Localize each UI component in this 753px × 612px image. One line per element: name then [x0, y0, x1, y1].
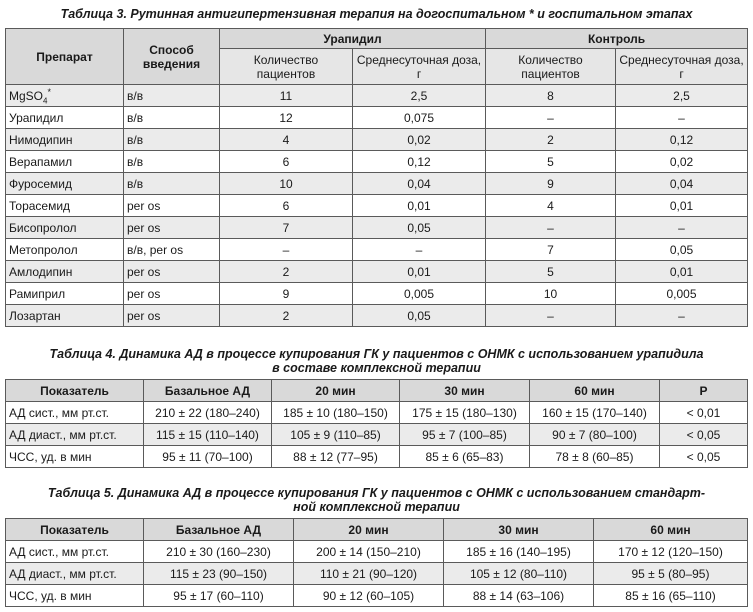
table-row: [6, 402, 748, 424]
route-cell: per os: [124, 283, 220, 305]
table3: [5, 28, 748, 327]
header-count-urapidil: Количество пациентов: [220, 49, 353, 85]
drug-cell: Амлодипин: [6, 261, 124, 283]
table-row: [6, 239, 748, 261]
indicator-cell: ЧСС, уд. в мин: [6, 585, 144, 607]
value-cell: 170 ± 12 (120–150): [594, 541, 748, 563]
indicator-cell: АД диаст., мм рт.ст.: [6, 563, 144, 585]
control-dose-cell: 0,02: [616, 151, 748, 173]
value-cell: 95 ± 17 (60–110): [144, 585, 294, 607]
header-drug: Препарат: [6, 29, 124, 85]
urapidil-count-cell: 2: [220, 261, 353, 283]
control-dose-cell: 0,005: [616, 283, 748, 305]
urapidil-dose-cell: 0,05: [353, 217, 486, 239]
value-cell: 115 ± 23 (90–150): [144, 563, 294, 585]
table5-caption-line2: ной комплексной терапии: [293, 500, 460, 514]
drug-cell: Урапидил: [6, 107, 124, 129]
table-row: [6, 563, 748, 585]
value-cell: 88 ± 14 (63–106): [444, 585, 594, 607]
value-cell: 85 ± 16 (65–110): [594, 585, 748, 607]
table-row: [6, 446, 748, 468]
column-header: Показатель: [6, 380, 144, 402]
table-row: [6, 305, 748, 327]
urapidil-dose-cell: 2,5: [353, 85, 486, 107]
table-row: [6, 217, 748, 239]
control-dose-cell: –: [616, 305, 748, 327]
value-cell: 95 ± 7 (100–85): [400, 424, 530, 446]
value-cell: 105 ± 9 (110–85): [272, 424, 400, 446]
table-row: [6, 195, 748, 217]
table-row: [6, 85, 748, 107]
control-dose-cell: 2,5: [616, 85, 748, 107]
control-count-cell: –: [486, 217, 616, 239]
drug-cell: Верапамил: [6, 151, 124, 173]
drug-cell: Бисопролол: [6, 217, 124, 239]
indicator-cell: ЧСС, уд. в мин: [6, 446, 144, 468]
control-dose-cell: 0,01: [616, 261, 748, 283]
column-header: 30 мин: [400, 380, 530, 402]
control-dose-cell: 0,12: [616, 129, 748, 151]
route-cell: per os: [124, 217, 220, 239]
urapidil-count-cell: 12: [220, 107, 353, 129]
table-row: [6, 541, 748, 563]
route-cell: в/в: [124, 173, 220, 195]
route-cell: в/в: [124, 85, 220, 107]
table5: [5, 518, 748, 607]
table-row: [6, 107, 748, 129]
control-count-cell: 2: [486, 129, 616, 151]
table-row: [6, 585, 748, 607]
header-dose-urapidil: Среднесуточная доза, г: [353, 49, 486, 85]
control-dose-cell: –: [616, 217, 748, 239]
drug-name: MgSO: [9, 88, 44, 103]
header-group-urapidil: Урапидил: [220, 29, 486, 49]
control-count-cell: –: [486, 305, 616, 327]
header-dose-control: Среднесуточная доза, г: [616, 49, 748, 85]
column-header: 60 мин: [530, 380, 660, 402]
urapidil-dose-cell: 0,075: [353, 107, 486, 129]
value-cell: 95 ± 5 (80–95): [594, 563, 748, 585]
control-count-cell: 10: [486, 283, 616, 305]
urapidil-dose-cell: 0,05: [353, 305, 486, 327]
column-header: 60 мин: [594, 519, 748, 541]
value-cell: 185 ± 16 (140–195): [444, 541, 594, 563]
urapidil-dose-cell: 0,01: [353, 195, 486, 217]
urapidil-count-cell: 2: [220, 305, 353, 327]
route-cell: в/в, per os: [124, 239, 220, 261]
header-group-control: Контроль: [486, 29, 748, 49]
control-dose-cell: 0,04: [616, 173, 748, 195]
column-header: Базальное АД: [144, 380, 272, 402]
value-cell: 210 ± 30 (160–230): [144, 541, 294, 563]
route-cell: per os: [124, 195, 220, 217]
urapidil-count-cell: 11: [220, 85, 353, 107]
route-cell: в/в: [124, 151, 220, 173]
control-count-cell: 7: [486, 239, 616, 261]
route-cell: в/в: [124, 107, 220, 129]
value-cell: 105 ± 12 (80–110): [444, 563, 594, 585]
urapidil-dose-cell: 0,005: [353, 283, 486, 305]
table4-caption-line2: в составе комплексной терапии: [272, 361, 481, 375]
route-cell: per os: [124, 261, 220, 283]
control-count-cell: 5: [486, 151, 616, 173]
control-count-cell: –: [486, 107, 616, 129]
drug-cell: Лозартан: [6, 305, 124, 327]
header-route: Способ введения: [124, 29, 220, 85]
column-header: 30 мин: [444, 519, 594, 541]
drug-cell: Фуросемид: [6, 173, 124, 195]
drug-cell: Нимодипин: [6, 129, 124, 151]
drug-cell: Торасемид: [6, 195, 124, 217]
urapidil-dose-cell: –: [353, 239, 486, 261]
urapidil-count-cell: 6: [220, 195, 353, 217]
table-row: [6, 173, 748, 195]
urapidil-count-cell: 6: [220, 151, 353, 173]
table3-caption: Таблица 3. Рутинная антигипертензивная терапия на догоспитальном * и госпитальном этапах: [60, 7, 693, 21]
value-cell: 88 ± 12 (77–95): [272, 446, 400, 468]
table4-caption-line1: Таблица 4. Динамика АД в процессе купирования ГК у пациентов с ОНМК с использованием урапидила: [49, 347, 704, 361]
header-count-control: Количество пациентов: [486, 49, 616, 85]
value-cell: < 0,05: [660, 446, 748, 468]
column-header: P: [660, 380, 748, 402]
value-cell: < 0,01: [660, 402, 748, 424]
value-cell: 175 ± 15 (180–130): [400, 402, 530, 424]
urapidil-dose-cell: 0,12: [353, 151, 486, 173]
urapidil-dose-cell: 0,04: [353, 173, 486, 195]
value-cell: 95 ± 11 (70–100): [144, 446, 272, 468]
table5-caption-line1: Таблица 5. Динамика АД в процессе купирования ГК у пациентов с ОНМК с использованием стандарт-: [47, 486, 706, 500]
value-cell: 200 ± 14 (150–210): [294, 541, 444, 563]
urapidil-dose-cell: 0,02: [353, 129, 486, 151]
value-cell: 160 ± 15 (170–140): [530, 402, 660, 424]
route-cell: в/в: [124, 129, 220, 151]
table4: [5, 379, 748, 468]
table-row: [6, 129, 748, 151]
control-dose-cell: –: [616, 107, 748, 129]
urapidil-count-cell: 10: [220, 173, 353, 195]
urapidil-dose-cell: 0,01: [353, 261, 486, 283]
value-cell: 90 ± 12 (60–105): [294, 585, 444, 607]
indicator-cell: АД сист., мм рт.ст.: [6, 541, 144, 563]
urapidil-count-cell: 4: [220, 129, 353, 151]
column-header: Базальное АД: [144, 519, 294, 541]
drug-cell: Метопролол: [6, 239, 124, 261]
route-cell: per os: [124, 305, 220, 327]
control-dose-cell: 0,05: [616, 239, 748, 261]
control-dose-cell: 0,01: [616, 195, 748, 217]
value-cell: 85 ± 6 (65–83): [400, 446, 530, 468]
table-row: [6, 283, 748, 305]
value-cell: 90 ± 7 (80–100): [530, 424, 660, 446]
column-header: 20 мин: [294, 519, 444, 541]
table-row: [6, 424, 748, 446]
control-count-cell: 5: [486, 261, 616, 283]
column-header: 20 мин: [272, 380, 400, 402]
drug-footnote-mark: *: [47, 86, 51, 97]
value-cell: 185 ± 10 (180–150): [272, 402, 400, 424]
control-count-cell: 9: [486, 173, 616, 195]
drug-cell: [6, 85, 124, 107]
value-cell: 78 ± 8 (60–85): [530, 446, 660, 468]
table-row: [6, 151, 748, 173]
table-row: [6, 261, 748, 283]
urapidil-count-cell: 7: [220, 217, 353, 239]
column-header: Показатель: [6, 519, 144, 541]
indicator-cell: АД сист., мм рт.ст.: [6, 402, 144, 424]
indicator-cell: АД диаст., мм рт.ст.: [6, 424, 144, 446]
control-count-cell: 4: [486, 195, 616, 217]
control-count-cell: 8: [486, 85, 616, 107]
drug-cell: Рамиприл: [6, 283, 124, 305]
value-cell: 210 ± 22 (180–240): [144, 402, 272, 424]
value-cell: < 0,05: [660, 424, 748, 446]
value-cell: 110 ± 21 (90–120): [294, 563, 444, 585]
urapidil-count-cell: 9: [220, 283, 353, 305]
urapidil-count-cell: –: [220, 239, 353, 261]
value-cell: 115 ± 15 (110–140): [144, 424, 272, 446]
drug-subscript: 4: [43, 95, 48, 105]
